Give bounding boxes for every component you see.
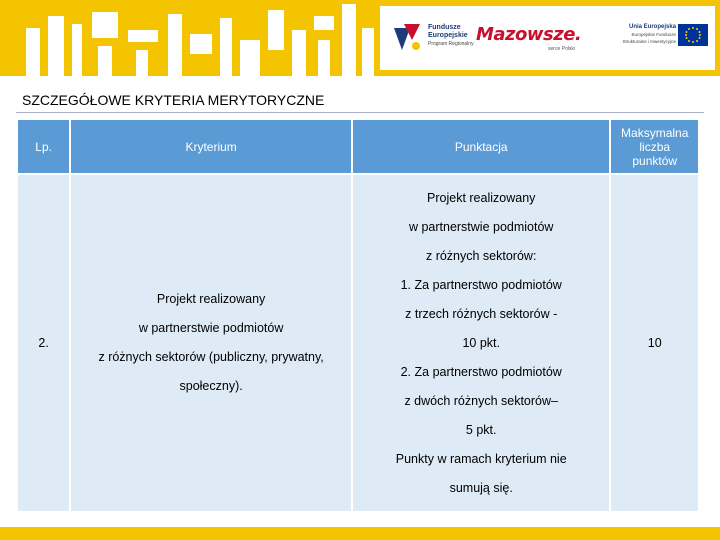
banner-decoration: [92, 12, 118, 38]
banner-decoration: [362, 28, 374, 76]
banner-decoration: [318, 40, 330, 76]
criteria-table: [16, 118, 700, 513]
cell-kryterium: Projekt realizowany w partnerstwie podmiotów z różnych sektorów (publiczny, prywatny, społeczny).: [71, 175, 351, 511]
banner-decoration: [342, 4, 356, 76]
title-divider: [16, 112, 704, 113]
header-kryterium: Kryterium: [71, 120, 351, 173]
banner-decoration: [268, 10, 284, 50]
header-max-points: Maksymalna liczba punktów: [611, 120, 698, 173]
banner-decoration: [72, 24, 82, 76]
banner-decoration: [292, 30, 306, 76]
header-punktacja: Punktacja: [353, 120, 610, 173]
page-title: SZCZEGÓŁOWE KRYTERIA MERYTORYCZNE: [22, 92, 325, 108]
banner-decoration: [314, 16, 334, 30]
mazowsze-logo: Mazowsze.: [476, 24, 582, 45]
cell-max-points: 10: [611, 175, 698, 511]
banner-decoration: [136, 50, 148, 76]
cell-lp: 2.: [18, 175, 69, 511]
cell-punktacja: Projekt realizowany w partnerstwie podmiotów z różnych sektorów: 1. Za partnerstwo podmiotów z trzech różnych sektorów - 10 pkt. 2. Za partnerstwo podmiotów z dwóch różnych sektorów– 5 pkt. Punkty w ramach kryterium nie sumują się.: [353, 175, 610, 511]
banner-decoration: [98, 46, 112, 76]
banner-decoration: [48, 16, 64, 76]
fundusze-europejskie-logo-text: Fundusze Europejskie Program Regionalny: [428, 24, 474, 47]
header-banner: [0, 0, 720, 76]
banner-decoration: [26, 28, 40, 76]
logo-strip: [380, 6, 715, 70]
unia-europejska-logo-text: Unia Europejska Europejskie Fundusze Strukturalne i Inwestycyjne: [622, 24, 676, 44]
header-lp: Lp.: [18, 120, 69, 173]
footer-bar: [0, 527, 720, 540]
table-row: [18, 175, 698, 511]
banner-decoration: [240, 40, 260, 76]
banner-decoration: [128, 30, 158, 42]
banner-decoration: [220, 18, 232, 76]
fundusze-europejskie-logo-icon: [390, 20, 424, 54]
mazowsze-tagline: serce Polski: [548, 46, 575, 52]
banner-decoration: [168, 14, 182, 76]
eu-flag-icon: [678, 24, 708, 46]
banner-decoration: [190, 34, 212, 54]
table-header-row: [18, 120, 698, 173]
